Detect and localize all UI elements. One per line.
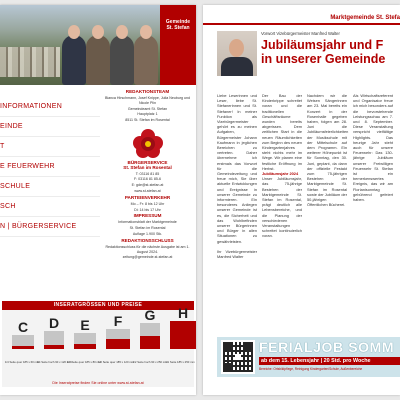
redaktionsteam-header: REDAKTIONSTEAM	[125, 89, 170, 94]
menu-item[interactable]: SCHULE	[0, 177, 100, 197]
article-kicker: Vorwort Vizebürgermeister Manfred Walter	[261, 31, 340, 36]
article-headline	[261, 38, 400, 66]
ad-size-g	[132, 307, 168, 365]
column-4-text: Als Wirtschaftsreferent und Organisator freue ich mich besonders auf die bevorstehende Leistungsschau am 7. und 8. September. Diese Veranstaltung verspricht vielfältige Highlights. Das heurige Jahr steht auch für unsere Feuerwehr: Das 130-jährige Jubiläum unserer Freiwilligen Feuerwehr St. Stefan ist ein bemerkenswertes Ereignis, das wir am Florianisonntag gebührend gefeiert haben.	[353, 93, 394, 203]
header-rule	[203, 23, 400, 25]
headline-line-1: Jubiläumsjahr und F	[261, 38, 384, 52]
ad-size-letter: E	[80, 317, 90, 333]
ad-size-caption: 1/4 Seite hoch 90 x 120 mm	[36, 360, 72, 365]
ad-sizes-title: INSERATGRÖSSEN UND PREISE	[2, 301, 194, 310]
page-header	[203, 5, 400, 27]
banner-details: Bereiche: Ortsbildpflege, Reinigung Kindergarten/Schule, Außenbereiche	[259, 367, 363, 371]
office-hours-line: Mo – Fr: 8 bis 12 Uhr	[130, 201, 165, 206]
headline-line-2: in unserer Gemeinde	[261, 52, 386, 66]
ad-size-letter: H	[177, 305, 189, 321]
banner-title: FERIALJOB SOMM	[259, 339, 395, 355]
ad-size-h	[165, 305, 196, 365]
contact-fax: F: 03116 81 85-6	[133, 177, 162, 182]
article-signature: Ihr Vizebürgermeister Manfred Walter	[217, 248, 257, 260]
ad-size-box	[170, 321, 196, 349]
article-column-1	[217, 93, 257, 259]
gemeindeamt-line: Hauptplatz 1	[137, 112, 158, 117]
gemeindeamt-line: Gemeindeamt St. Stefan	[127, 106, 168, 111]
municipality-name: Marktgemeinde St. Stefa	[330, 15, 400, 21]
ad-size-caption: 1/3 Seite quer 185 x 80 mm	[66, 360, 102, 365]
ad-size-caption: 1/4 Seite quer 185 x 60 mm	[4, 360, 40, 365]
team-member-photo	[86, 35, 110, 85]
ad-size-letter: G	[144, 307, 156, 323]
ad-size-letter: F	[113, 313, 123, 329]
team-photo	[0, 5, 196, 85]
ad-size-caption: 1/2 Seite hoch 90 x 250 mm	[132, 360, 168, 365]
deadline-email[interactable]: zeitung@gemeinde.st-stefan.at	[122, 255, 173, 260]
column-1-text: Liebe Leserinnen und Leser, liebe St. Stefanerinnen und St. Stefaner! In meiner Funktion als Vizebürgermeister gehört es zu meinen Aufgaben, Bürgermeister Johann Kaufmann in jeglichen Bereichen zu vertreten. Daher übernehme ich erstmals das Vorwort für die Gemeindezeitung und freue mich, Sie über aktuelle Entwicklungen und Ereignisse in unserer Gemeinde zu informieren. Ein besonderes Anliegen unserer Gemeinde ist es, die Sicherheit und das Wohlbefinden unserer Bürgerinnen und Bürger in allen Situationen zu gewährleisten.	[217, 93, 257, 244]
menu-item[interactable]: INFORMATIONEN	[0, 97, 100, 117]
office-hours-line: Di: 14 bis 17 Uhr	[134, 207, 161, 212]
right-page	[203, 5, 400, 395]
article-column-4	[353, 93, 393, 202]
ad-size-e	[66, 317, 102, 365]
column-2-text: Der Bau der Kinderkrippe schreitet voran und die traditionellen Geschäftsräume wurden bereits abgerissen. Dem zeitlichen Start in die neuen Räumlichkeiten zum Beginn des neuen Kindergartenjahres steht nichts mehr im Wege. Wir planen eine festliche Eröffnung im Herbst.	[262, 93, 302, 171]
article-column-2	[262, 93, 302, 239]
buergerservice-header: BÜRGERSERVICE	[127, 159, 168, 165]
impressum-header: IMPRESSUM	[133, 213, 162, 219]
deadline-header: REDAKTIONSSCHLUSS	[121, 237, 174, 243]
team-member-photo	[110, 35, 134, 85]
author-portrait	[217, 31, 257, 76]
parteienverkehr-header: PARTEIENVERKEHR	[124, 194, 171, 200]
ferialjob-banner[interactable]	[217, 337, 400, 377]
ad-size-caption: 1/2 Seite quer 185 x 120 mm	[98, 360, 134, 365]
ad-size-box	[140, 323, 160, 349]
ad-size-box	[44, 331, 64, 349]
brand-strip-text: Gemeinde St. Stefan	[165, 19, 191, 31]
article-column-3	[307, 93, 347, 207]
ad-size-letter: D	[48, 315, 60, 331]
impressum-line: Auflage 1.900 Stk.	[132, 231, 163, 236]
column-2-subheading: Jubiläumsjahr 2024	[262, 171, 299, 177]
contact-email[interactable]: E: gde@st-stefan.at	[131, 183, 164, 188]
ad-size-fill	[44, 345, 64, 350]
ad-size-box	[74, 333, 96, 349]
ad-size-fill	[106, 339, 130, 349]
ad-size-fill	[74, 344, 96, 349]
banner-strip: ab dem 15. Lebensjahr | 20 Std. pro Woche	[259, 357, 400, 365]
qr-code-icon[interactable]	[221, 340, 255, 374]
ad-size-caption: 1/1 Seite 185 x 250 mm	[165, 360, 195, 365]
team-member-photo	[134, 35, 158, 85]
impressum-line: St. Stefan im Rosental	[129, 226, 166, 231]
contact-phone: T: 03116 81 85	[135, 171, 160, 176]
ad-sizes-panel	[2, 301, 194, 387]
ad-size-fill	[140, 336, 160, 349]
village-houses	[0, 47, 60, 77]
left-page	[0, 5, 196, 395]
ad-sizes-footer[interactable]: Die Inseratpreise finden Sie online unter www.st-stefan.at	[52, 381, 144, 385]
ad-size-d	[36, 315, 72, 365]
impressum-line: Informationsblatt der Marktgemeinde	[118, 220, 177, 225]
ad-size-box	[12, 335, 34, 349]
contents-menu	[0, 97, 100, 237]
ad-size-letter: C	[17, 319, 29, 335]
deadline-text: Redaktionsschluss für die nächste Ausgabe ist am 1. August 2024.	[105, 244, 190, 254]
menu-item[interactable]: E FEUERWEHR	[0, 157, 100, 177]
ad-size-box	[106, 329, 130, 349]
rose-logo-icon	[133, 129, 163, 159]
ad-size-fill	[170, 321, 196, 349]
redaktionsteam-names: Bianca Hirschmann, Josef Knippe, Julia Neuburg und Nicole Plin	[104, 96, 191, 105]
ad-size-f	[98, 313, 134, 365]
menu-item[interactable]: SCH	[0, 197, 100, 217]
team-member-photo	[62, 35, 86, 85]
column-2-text-b: Unser Jubiläumsjahr, das 75-jährige Bestehen der Marktgemeinde St. Stefan im Rosental, prägt deutlich alle Lebensbereiche, und die Planung der verschiedenen Veranstaltungen schreitet kontinuierlich voran.	[262, 176, 302, 239]
contact-website[interactable]: www.st-stefan.at	[134, 188, 161, 193]
column-3-text: Nachdem wir die Weisen Sängerinnen am 23. Mai bereits ein Konzert in der Rosenhalle gegeben haben, folgen am 28. Juni die Jubiläumsfeierlichkeiten der Musikschule mit der Mittelschule auf dem Programm. Ein weiterer Höhepunkt ist für Sonntag, den 30. Juni, geplant, da dann der offizielle Festakt zum 75-jährigen Bestehen der Marktgemeinde St. Stefan im Rosental sowie der Jubiläum der 50-jährigen Öffentlichen Bücherei.	[307, 93, 349, 208]
menu-item[interactable]: T	[0, 137, 100, 157]
buergerservice-place: St. Stefan im Rosental	[123, 164, 172, 170]
gemeindeamt-line: 8511 St. Stefan im Rosental	[125, 118, 170, 123]
menu-item[interactable]: N | BÜRGERSERVICE	[0, 217, 100, 237]
ad-size-c	[4, 319, 40, 365]
ad-size-fill	[12, 346, 34, 349]
menu-item[interactable]: EINDE	[0, 117, 100, 137]
brand-strip	[160, 5, 196, 85]
imprint-column	[101, 89, 194, 261]
